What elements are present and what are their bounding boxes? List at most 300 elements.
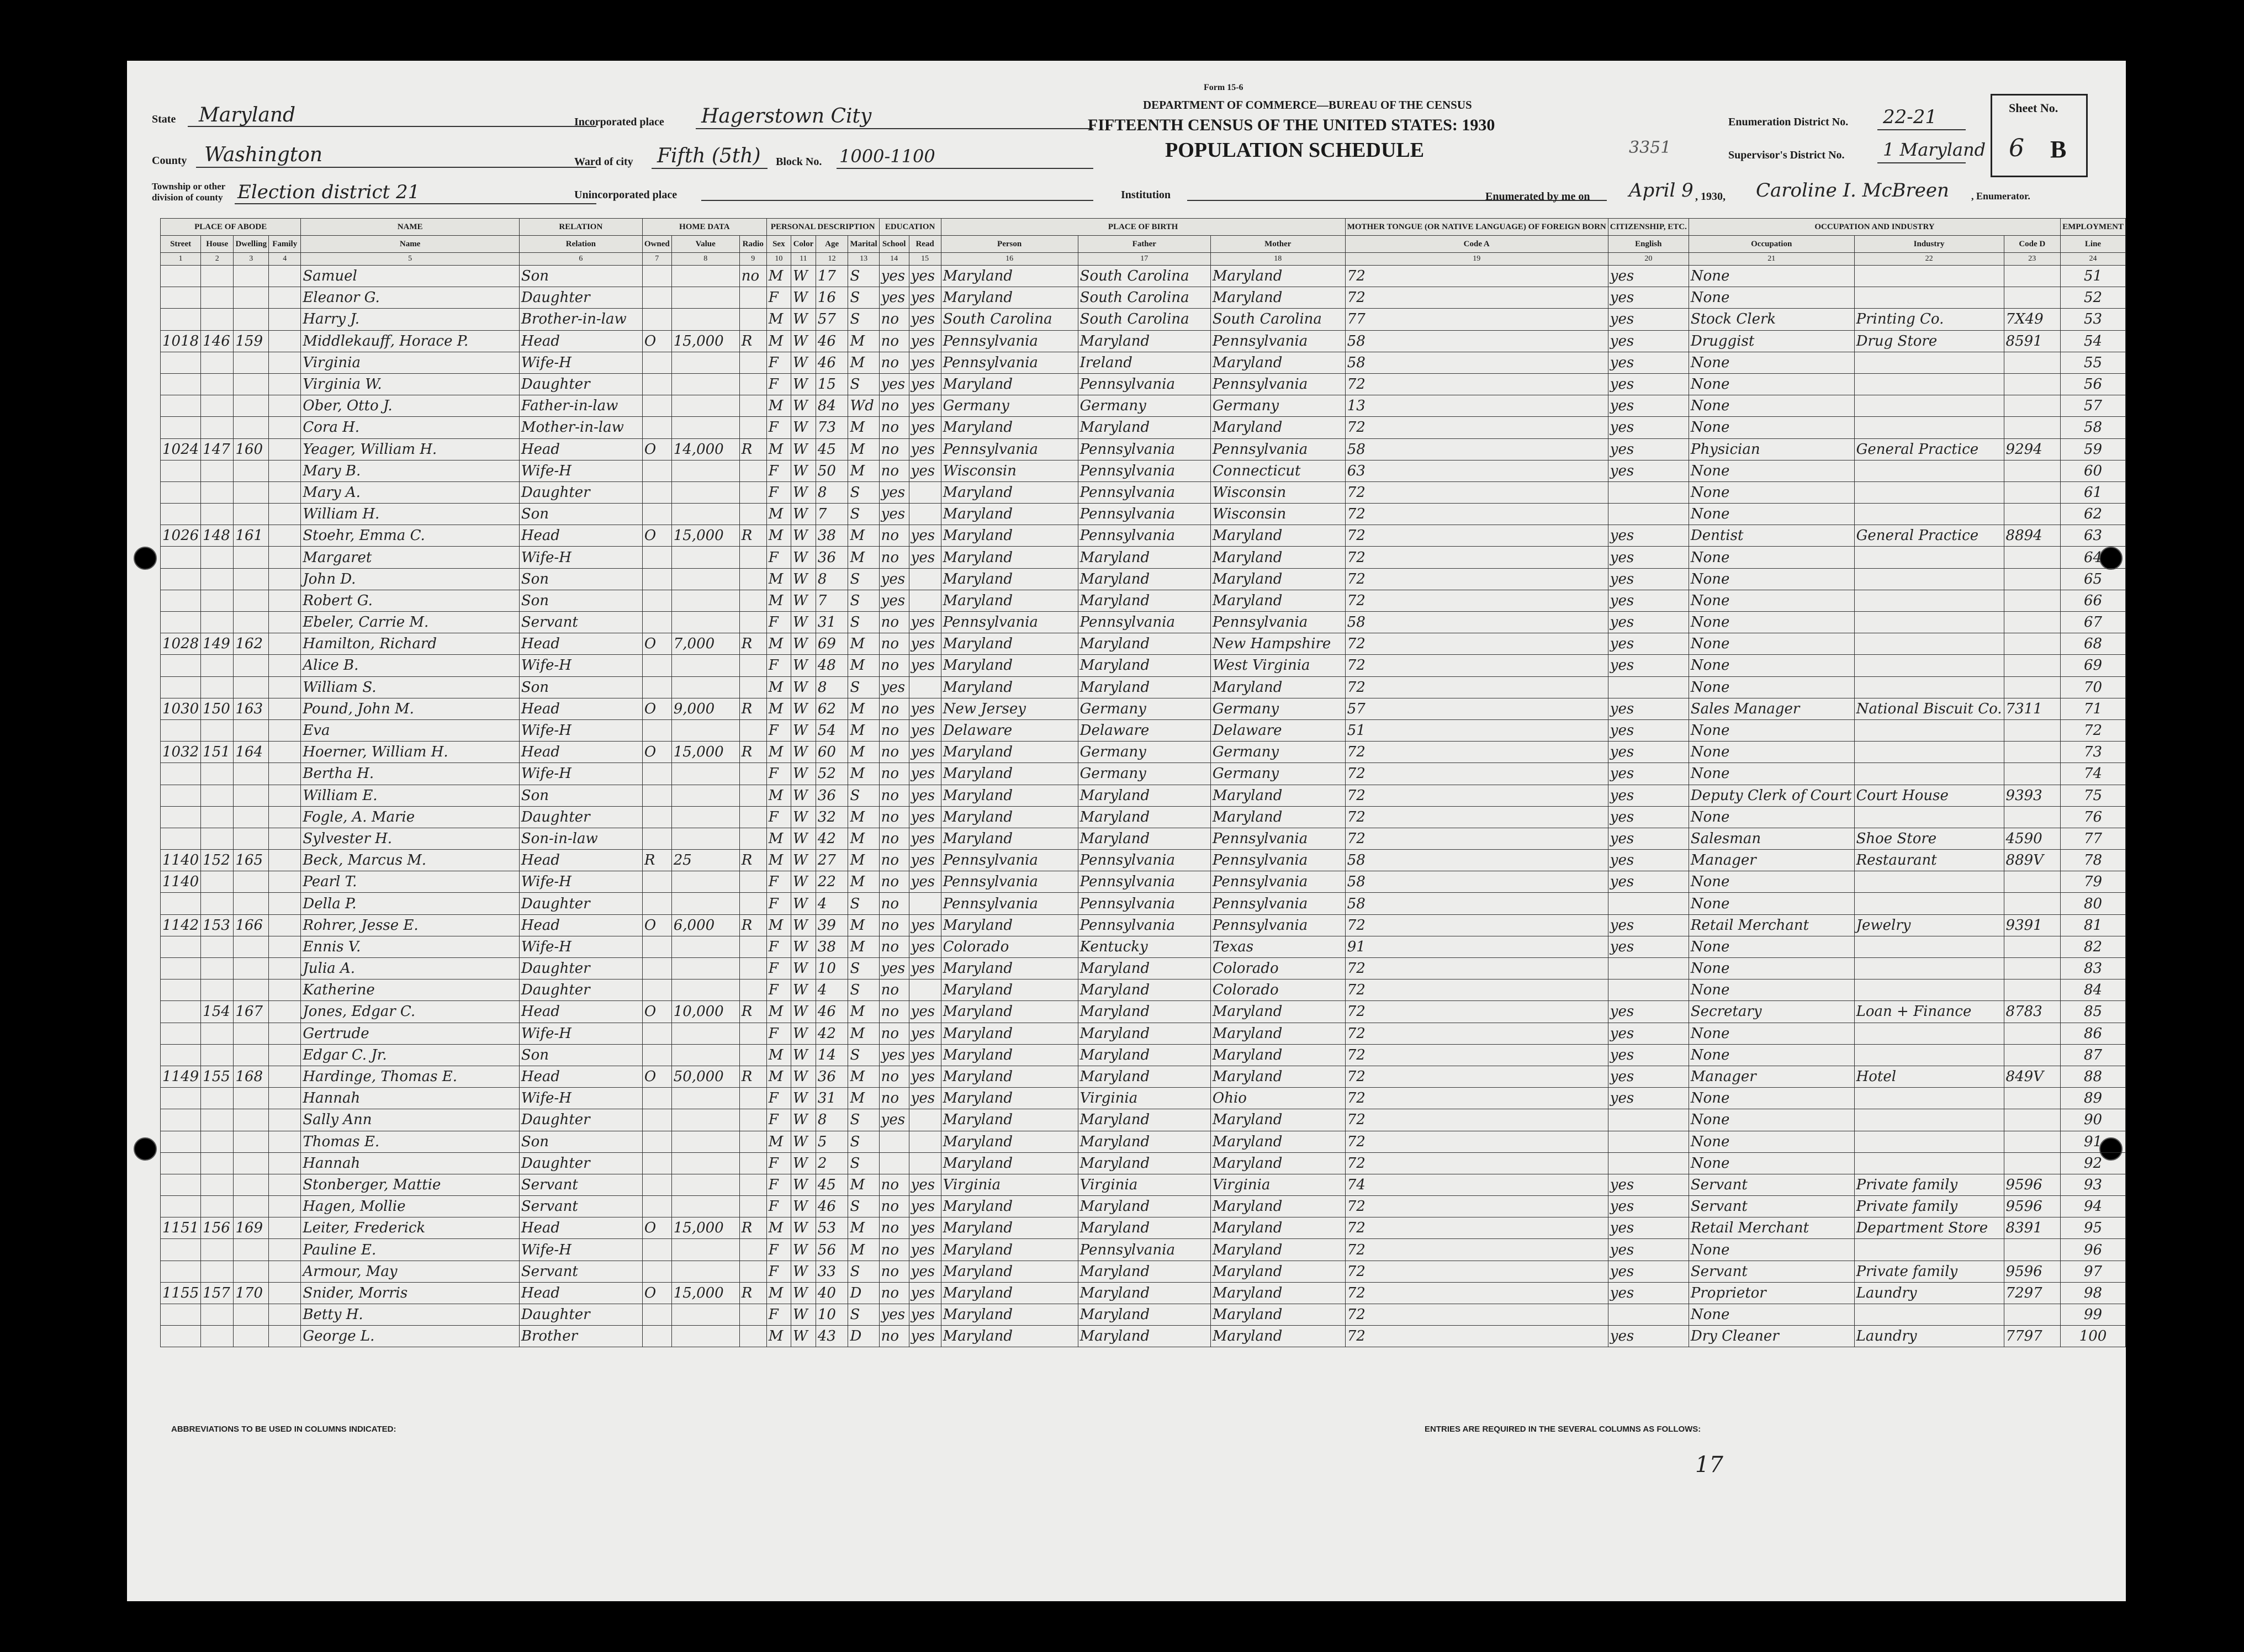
cell-line: 75 xyxy=(2061,785,2126,806)
cell-industry xyxy=(1854,676,2004,698)
cell-color: W xyxy=(791,547,816,568)
cell-house xyxy=(201,958,234,979)
cell-value xyxy=(671,979,739,1001)
cell-school: no xyxy=(879,1088,909,1109)
cell-age: 48 xyxy=(816,655,848,676)
cell-value xyxy=(671,590,739,611)
cell-school: yes xyxy=(879,504,909,525)
cell-english: yes xyxy=(1608,871,1689,893)
cell-marital: D xyxy=(848,1326,879,1347)
cell-birth: Pennsylvania xyxy=(941,438,1078,460)
cell-birth: Maryland xyxy=(941,742,1078,763)
cell-dwelling xyxy=(234,1088,269,1109)
cell-school: no xyxy=(879,1001,909,1023)
cell-street xyxy=(161,979,201,1001)
cell-english xyxy=(1608,1152,1689,1174)
cell-birth: Maryland xyxy=(941,1196,1078,1217)
cell-house: 153 xyxy=(201,914,234,936)
cell-birth: Maryland xyxy=(941,1282,1078,1304)
cell-line: 87 xyxy=(2061,1044,2126,1066)
column-group-8: CITIZENSHIP, ETC. xyxy=(1608,219,1689,236)
cell-read: yes xyxy=(909,1023,941,1044)
cell-value xyxy=(671,395,739,417)
cell-school: no xyxy=(879,893,909,914)
cell-read: yes xyxy=(909,1282,941,1304)
cell-radio: R xyxy=(739,330,766,352)
cell-industry: General Practice xyxy=(1854,438,2004,460)
cell-sex: M xyxy=(766,568,791,590)
cell-ocode: 8894 xyxy=(2004,525,2061,547)
cell-read: yes xyxy=(909,547,941,568)
table-row xyxy=(161,936,2126,957)
cell-read: yes xyxy=(909,914,941,936)
cell-dwelling xyxy=(234,612,269,633)
cell-english: yes xyxy=(1608,1239,1689,1261)
cell-dwelling xyxy=(234,785,269,806)
cell-occupation: None xyxy=(1689,504,1854,525)
cell-occupation: Deputy Clerk of Court xyxy=(1689,785,1854,806)
cell-house xyxy=(201,785,234,806)
table-row xyxy=(161,1152,2126,1174)
cell-name: Harry J. xyxy=(301,309,519,330)
cell-occupation: None xyxy=(1689,1088,1854,1109)
cell-family xyxy=(269,1282,301,1304)
cell-relation: Daughter xyxy=(519,1109,642,1131)
cell-dwelling xyxy=(234,1196,269,1217)
cell-father: South Carolina xyxy=(1078,266,1210,287)
cell-house xyxy=(201,1174,234,1195)
cell-industry xyxy=(1854,1109,2004,1131)
cell-value xyxy=(671,719,739,741)
cell-ocode xyxy=(2004,979,2061,1001)
cell-read: yes xyxy=(909,1217,941,1239)
cell-name: William E. xyxy=(301,785,519,806)
cell-industry xyxy=(1854,417,2004,438)
cell-english: yes xyxy=(1608,785,1689,806)
cell-street: 1018 xyxy=(161,330,201,352)
cell-code: 72 xyxy=(1345,1239,1608,1261)
cell-ocode xyxy=(2004,763,2061,785)
cell-occupation: None xyxy=(1689,979,1854,1001)
cell-relation: Wife-H xyxy=(519,460,642,481)
cell-street xyxy=(161,828,201,849)
cell-industry xyxy=(1854,1304,2004,1326)
cell-school: no xyxy=(879,914,909,936)
cell-industry xyxy=(1854,395,2004,417)
cell-read: yes xyxy=(909,763,941,785)
cell-color: W xyxy=(791,1304,816,1326)
column-number: 6 xyxy=(519,253,642,266)
cell-marital: M xyxy=(848,1217,879,1239)
cell-sex: M xyxy=(766,828,791,849)
cell-code: 72 xyxy=(1345,1001,1608,1023)
cell-sex: M xyxy=(766,525,791,547)
cell-occupation: None xyxy=(1689,806,1854,828)
cell-house: 155 xyxy=(201,1066,234,1087)
column-header-sex: Sex xyxy=(766,236,791,253)
cell-value: 10,000 xyxy=(671,1001,739,1023)
block-value: 1000-1100 xyxy=(839,146,935,167)
cell-house xyxy=(201,1261,234,1282)
cell-street: 1026 xyxy=(161,525,201,547)
cell-dwelling xyxy=(234,481,269,503)
cell-relation: Head xyxy=(519,850,642,871)
cell-english: yes xyxy=(1608,395,1689,417)
cell-house xyxy=(201,1196,234,1217)
cell-age: 52 xyxy=(816,763,848,785)
cell-father: Maryland xyxy=(1078,547,1210,568)
cell-name: Alice B. xyxy=(301,655,519,676)
cell-dwelling: 166 xyxy=(234,914,269,936)
cell-code: 72 xyxy=(1345,1217,1608,1239)
cell-code: 57 xyxy=(1345,698,1608,719)
cell-industry xyxy=(1854,590,2004,611)
cell-birth: Pennsylvania xyxy=(941,871,1078,893)
cell-family xyxy=(269,266,301,287)
cell-school: no xyxy=(879,1196,909,1217)
cell-color: W xyxy=(791,806,816,828)
table-row xyxy=(161,785,2126,806)
cell-dwelling xyxy=(234,1131,269,1152)
cell-dwelling xyxy=(234,655,269,676)
cell-occupation: Servant xyxy=(1689,1196,1854,1217)
cell-read xyxy=(909,590,941,611)
cell-family xyxy=(269,1088,301,1109)
cell-birth: Delaware xyxy=(941,719,1078,741)
cell-school: no xyxy=(879,850,909,871)
cell-name: William H. xyxy=(301,504,519,525)
cell-english xyxy=(1608,1109,1689,1131)
table-row xyxy=(161,352,2126,373)
cell-father: Pennsylvania xyxy=(1078,612,1210,633)
cell-house: 157 xyxy=(201,1282,234,1304)
table-row xyxy=(161,1109,2126,1131)
cell-street: 1030 xyxy=(161,698,201,719)
cell-mother: Maryland xyxy=(1210,1109,1345,1131)
cell-birth: New Jersey xyxy=(941,698,1078,719)
cell-occupation: None xyxy=(1689,373,1854,395)
cell-color: W xyxy=(791,1239,816,1261)
cell-relation: Son xyxy=(519,676,642,698)
enumerator-name: Caroline I. McBreen xyxy=(1756,179,1949,202)
cell-color: W xyxy=(791,1174,816,1195)
cell-name: Margaret xyxy=(301,547,519,568)
cell-mother: Maryland xyxy=(1210,525,1345,547)
ward-value: Fifth (5th) xyxy=(657,145,761,167)
cell-owned xyxy=(642,590,671,611)
table-row xyxy=(161,871,2126,893)
cell-owned: O xyxy=(642,525,671,547)
cell-sex: F xyxy=(766,1088,791,1109)
cell-owned: R xyxy=(642,850,671,871)
cell-read: yes xyxy=(909,1239,941,1261)
cell-ocode: 8391 xyxy=(2004,1217,2061,1239)
cell-birth: Maryland xyxy=(941,1217,1078,1239)
cell-line: 60 xyxy=(2061,460,2126,481)
cell-ocode xyxy=(2004,395,2061,417)
cell-line: 73 xyxy=(2061,742,2126,763)
table-row xyxy=(161,1066,2126,1087)
cell-radio xyxy=(739,373,766,395)
cell-marital: M xyxy=(848,417,879,438)
cell-ocode xyxy=(2004,590,2061,611)
column-group-6: PLACE OF BIRTH xyxy=(941,219,1345,236)
cell-color: W xyxy=(791,742,816,763)
cell-sex: M xyxy=(766,590,791,611)
cell-radio xyxy=(739,936,766,957)
cell-code: 72 xyxy=(1345,1196,1608,1217)
cell-line: 51 xyxy=(2061,266,2126,287)
cell-value xyxy=(671,481,739,503)
cell-school: no xyxy=(879,742,909,763)
cell-ocode: 9391 xyxy=(2004,914,2061,936)
cell-sex: F xyxy=(766,958,791,979)
cell-father: Maryland xyxy=(1078,1131,1210,1152)
cell-code: 58 xyxy=(1345,330,1608,352)
cell-house xyxy=(201,568,234,590)
cell-age: 84 xyxy=(816,395,848,417)
cell-marital: M xyxy=(848,352,879,373)
census-sheet xyxy=(127,61,2126,1601)
cell-marital: M xyxy=(848,547,879,568)
cell-marital: M xyxy=(848,1088,879,1109)
stamp-number: 3351 xyxy=(1629,138,1671,157)
cell-dwelling xyxy=(234,1261,269,1282)
cell-age: 62 xyxy=(816,698,848,719)
cell-street xyxy=(161,547,201,568)
cell-mother: Maryland xyxy=(1210,352,1345,373)
cell-father: Pennsylvania xyxy=(1078,525,1210,547)
cell-father: Maryland xyxy=(1078,1196,1210,1217)
cell-industry: Hotel xyxy=(1854,1066,2004,1087)
cell-sex: M xyxy=(766,1066,791,1087)
cell-sex: F xyxy=(766,1196,791,1217)
cell-birth: Maryland xyxy=(941,547,1078,568)
cell-english: yes xyxy=(1608,612,1689,633)
cell-industry xyxy=(1854,871,2004,893)
column-number: 22 xyxy=(1854,253,2004,266)
cell-color: W xyxy=(791,1152,816,1174)
cell-family xyxy=(269,373,301,395)
cell-industry: Private family xyxy=(1854,1196,2004,1217)
column-header-dwelling: Dwelling xyxy=(234,236,269,253)
cell-sex: F xyxy=(766,763,791,785)
cell-mother: Maryland xyxy=(1210,785,1345,806)
cell-code: 74 xyxy=(1345,1174,1608,1195)
cell-value xyxy=(671,806,739,828)
cell-family xyxy=(269,785,301,806)
table-row xyxy=(161,1023,2126,1044)
cell-mother: South Carolina xyxy=(1210,309,1345,330)
cell-radio: R xyxy=(739,742,766,763)
cell-family xyxy=(269,828,301,849)
cell-english: yes xyxy=(1608,590,1689,611)
cell-mother: Maryland xyxy=(1210,568,1345,590)
cell-dwelling xyxy=(234,871,269,893)
cell-color: W xyxy=(791,568,816,590)
cell-relation: Daughter xyxy=(519,893,642,914)
cell-line: 85 xyxy=(2061,1001,2126,1023)
cell-ocode xyxy=(2004,676,2061,698)
cell-marital: M xyxy=(848,1239,879,1261)
cell-relation: Son xyxy=(519,568,642,590)
cell-relation: Son xyxy=(519,1131,642,1152)
cell-sex: M xyxy=(766,676,791,698)
cell-value: 15,000 xyxy=(671,1217,739,1239)
cell-marital: M xyxy=(848,828,879,849)
cell-industry xyxy=(1854,1044,2004,1066)
cell-color: W xyxy=(791,330,816,352)
cell-birth: Maryland xyxy=(941,417,1078,438)
cell-color: W xyxy=(791,266,816,287)
cell-birth: Maryland xyxy=(941,504,1078,525)
table-row xyxy=(161,1326,2126,1347)
cell-family xyxy=(269,958,301,979)
cell-ocode xyxy=(2004,373,2061,395)
cell-street xyxy=(161,612,201,633)
cell-occupation: None xyxy=(1689,460,1854,481)
cell-dwelling xyxy=(234,266,269,287)
cell-read: yes xyxy=(909,1304,941,1326)
cell-school: yes xyxy=(879,481,909,503)
cell-family xyxy=(269,1023,301,1044)
cell-sex: F xyxy=(766,460,791,481)
cell-mother: Germany xyxy=(1210,763,1345,785)
supervisor-label: Supervisor's District No. xyxy=(1728,149,1845,161)
cell-ocode xyxy=(2004,1023,2061,1044)
cell-owned xyxy=(642,1131,671,1152)
cell-dwelling xyxy=(234,1109,269,1131)
cell-street: 1028 xyxy=(161,633,201,655)
cell-birth: Pennsylvania xyxy=(941,893,1078,914)
cell-sex: M xyxy=(766,330,791,352)
cell-read: yes xyxy=(909,633,941,655)
cell-color: W xyxy=(791,1196,816,1217)
cell-color: W xyxy=(791,958,816,979)
cell-family xyxy=(269,633,301,655)
table-row xyxy=(161,1001,2126,1023)
table-row xyxy=(161,417,2126,438)
cell-school: no xyxy=(879,698,909,719)
cell-birth: Maryland xyxy=(941,958,1078,979)
cell-mother: Pennsylvania xyxy=(1210,438,1345,460)
cell-relation: Daughter xyxy=(519,1304,642,1326)
cell-industry xyxy=(1854,633,2004,655)
cell-family xyxy=(269,742,301,763)
cell-code: 72 xyxy=(1345,481,1608,503)
cell-owned: O xyxy=(642,1217,671,1239)
township-value: Election district 21 xyxy=(237,181,420,203)
cell-owned xyxy=(642,266,671,287)
cell-street xyxy=(161,481,201,503)
column-number: 14 xyxy=(879,253,909,266)
cell-marital: M xyxy=(848,633,879,655)
table-row xyxy=(161,568,2126,590)
cell-relation: Son xyxy=(519,785,642,806)
cell-marital: M xyxy=(848,914,879,936)
cell-ocode xyxy=(2004,719,2061,741)
cell-dwelling xyxy=(234,460,269,481)
cell-ocode xyxy=(2004,1131,2061,1152)
cell-father: Pennsylvania xyxy=(1078,914,1210,936)
cell-birth: Maryland xyxy=(941,590,1078,611)
cell-family xyxy=(269,352,301,373)
cell-father: Maryland xyxy=(1078,1304,1210,1326)
cell-name: Julia A. xyxy=(301,958,519,979)
binder-hole xyxy=(134,547,157,570)
cell-owned xyxy=(642,893,671,914)
column-group-3: HOME DATA xyxy=(642,219,766,236)
cell-father: South Carolina xyxy=(1078,287,1210,309)
cell-english: yes xyxy=(1608,568,1689,590)
cell-occupation: None xyxy=(1689,763,1854,785)
cell-read: yes xyxy=(909,395,941,417)
column-header-read: Read xyxy=(909,236,941,253)
cell-radio xyxy=(739,828,766,849)
column-header-father: Father xyxy=(1078,236,1210,253)
table-row xyxy=(161,1131,2126,1152)
cell-house xyxy=(201,1152,234,1174)
cell-house xyxy=(201,1109,234,1131)
cell-school: no xyxy=(879,525,909,547)
cell-english: yes xyxy=(1608,266,1689,287)
cell-house xyxy=(201,936,234,957)
cell-ocode xyxy=(2004,893,2061,914)
cell-mother: Maryland xyxy=(1210,676,1345,698)
cell-dwelling xyxy=(234,1152,269,1174)
cell-owned xyxy=(642,1152,671,1174)
cell-birth: Maryland xyxy=(941,287,1078,309)
cell-read xyxy=(909,676,941,698)
cell-school: yes xyxy=(879,568,909,590)
cell-english: yes xyxy=(1608,460,1689,481)
cell-line: 82 xyxy=(2061,936,2126,957)
cell-father: Maryland xyxy=(1078,568,1210,590)
cell-radio xyxy=(739,1088,766,1109)
cell-street xyxy=(161,504,201,525)
cell-read: yes xyxy=(909,742,941,763)
table-row xyxy=(161,1282,2126,1304)
cell-occupation: None xyxy=(1689,568,1854,590)
cell-house xyxy=(201,590,234,611)
table-row xyxy=(161,1044,2126,1066)
cell-name: Hoerner, William H. xyxy=(301,742,519,763)
cell-owned xyxy=(642,417,671,438)
cell-radio: R xyxy=(739,698,766,719)
cell-sex: F xyxy=(766,612,791,633)
cell-radio xyxy=(739,1152,766,1174)
cell-marital: S xyxy=(848,373,879,395)
cell-father: Pennsylvania xyxy=(1078,481,1210,503)
cell-english: yes xyxy=(1608,373,1689,395)
cell-house xyxy=(201,504,234,525)
cell-read: yes xyxy=(909,612,941,633)
cell-family xyxy=(269,395,301,417)
enum-district-value: 22-21 xyxy=(1883,106,1938,128)
cell-industry xyxy=(1854,958,2004,979)
cell-dwelling xyxy=(234,1174,269,1195)
cell-radio: no xyxy=(739,266,766,287)
cell-mother: Pennsylvania xyxy=(1210,330,1345,352)
column-header-line: Line xyxy=(2061,236,2126,253)
cell-occupation: None xyxy=(1689,1044,1854,1066)
cell-sex: M xyxy=(766,395,791,417)
column-number: 24 xyxy=(2061,253,2126,266)
cell-read: yes xyxy=(909,417,941,438)
cell-age: 42 xyxy=(816,1023,848,1044)
cell-owned xyxy=(642,395,671,417)
cell-industry xyxy=(1854,373,2004,395)
